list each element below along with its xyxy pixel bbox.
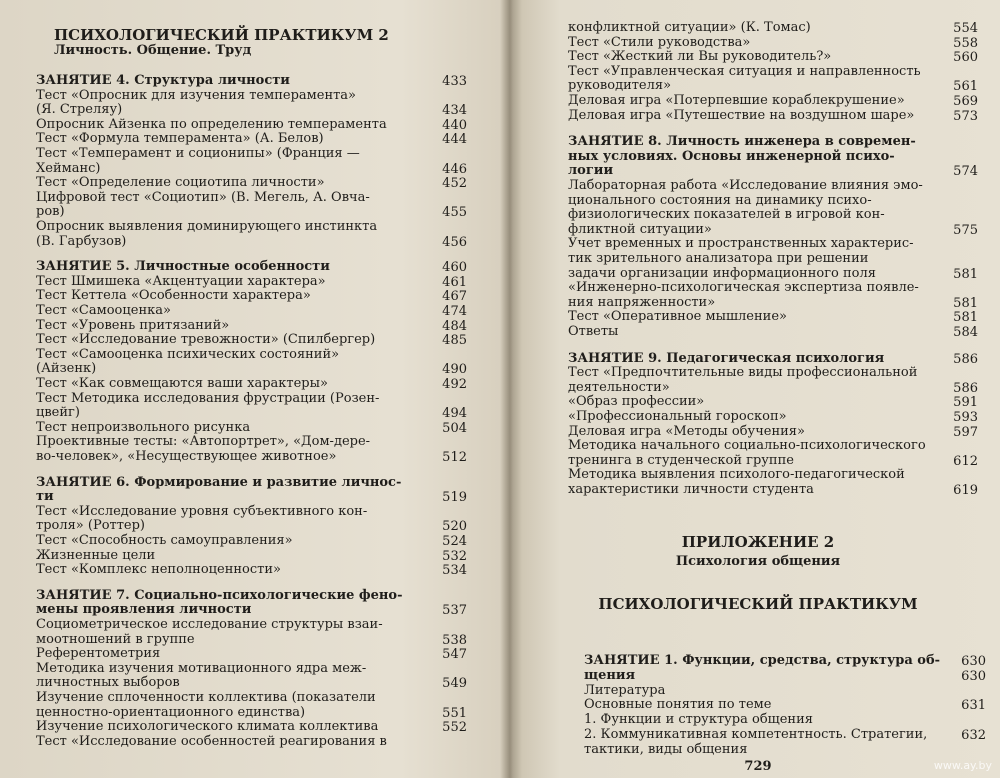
toc-entry: руководителя» [568, 78, 672, 94]
toc-page-number: 581 [953, 266, 978, 282]
toc-entry: Тест непроизвольного рисунка [36, 419, 251, 435]
toc-entry: фликтной ситуации» [568, 221, 712, 237]
toc-heading: ЗАНЯТИЕ 5. Личностные особенности [36, 259, 330, 275]
toc-page-number: 593 [953, 410, 978, 425]
toc-page-number: 581 [953, 295, 978, 311]
toc-entry: личностных выборов [36, 675, 180, 691]
toc-entry: Тест «Темперамент и соционипы» (Франция — [36, 146, 360, 161]
toc-heading: ЗАНЯТИЕ 7. Социально-психологические фено- [36, 587, 403, 603]
toc-page-number: 561 [953, 79, 978, 95]
toc-entry: Тест «Самооценка психических состояний» [36, 346, 340, 362]
toc-entry: Тест «Предпочтительные виды профессиональной [568, 365, 918, 381]
toc-entry: Тест Методика исследования фрустрации (Розен- [36, 390, 380, 406]
toc-entry: Основные понятия по теме [584, 697, 772, 713]
toc-entry: Тест «Исследование уровня субъективного кон- [36, 503, 368, 519]
watermark: www.ay.by [933, 759, 992, 772]
toc-page-number: 591 [953, 395, 978, 411]
toc-page-number: 456 [442, 234, 467, 250]
toc-entry: Тест «Самооценка» [36, 303, 171, 318]
toc-entry: Опросник выявления доминирующего инстинкта [36, 219, 378, 234]
toc-page-number: 630 [961, 668, 986, 684]
toc-page-number: 554 [953, 21, 978, 36]
toc-page-number: 581 [953, 310, 978, 326]
toc-page-number: 632 [961, 728, 986, 743]
toc-page-number: 485 [442, 333, 467, 349]
toc-page-number: 433 [442, 74, 467, 89]
toc-entry: тик зрительного анализатора при решении [568, 251, 869, 266]
toc-entry: «Профессиональный гороскоп» [568, 409, 787, 424]
toc-entry: тактики, виды общения [584, 741, 748, 757]
right-page [516, 0, 1000, 778]
toc-entry: Социометрическое исследование структуры взаи- [36, 617, 383, 632]
toc-page-number: 560 [953, 50, 978, 66]
toc-entry: (Айзенк) [36, 361, 97, 377]
toc-entry: Опросник Айзенка по определению темперамента [36, 116, 387, 132]
toc-entry: Методика начального социально-психологического [568, 438, 926, 454]
toc-page-number: 504 [442, 420, 467, 436]
toc-entry: Методика выявления психолого-педагогической [568, 467, 905, 483]
toc-entry: характеристики личности студента [568, 482, 814, 497]
toc-page-number: 537 [442, 603, 467, 619]
toc-entry: «Инженерно-психологическая экспертиза появле- [568, 280, 919, 296]
toc-entry: Тест «Способность самоуправления» [36, 533, 293, 548]
toc-page-number: 584 [953, 325, 978, 340]
toc-page-number: 551 [442, 705, 467, 721]
toc-page-number: 532 [442, 548, 467, 564]
toc-heading: ЗАНЯТИЕ 1. Функции, средства, структура об- [584, 653, 941, 668]
toc-page-number: 575 [953, 222, 978, 238]
toc-entry: задачи организации информационного поля [568, 265, 876, 281]
toc-page-number: 597 [953, 424, 978, 440]
practicum-heading: ПСИХОЛОГИЧЕСКИЙ ПРАКТИКУМ [598, 595, 918, 613]
toc-page-number: 446 [442, 161, 467, 177]
toc-page-number: 534 [442, 563, 467, 579]
toc-page-number: 573 [953, 108, 978, 124]
toc-entry: во-человек», «Несуществующее животное» [36, 449, 337, 464]
appendix-title: ПРИЛОЖЕНИЕ 2 [681, 533, 835, 551]
appendix-subtitle: Психология общения [675, 554, 841, 569]
toc-page-number: 461 [442, 274, 467, 290]
toc-heading: ных условиях. Основы инженерной психо- [568, 148, 895, 164]
toc-entry: 2. Коммуникативная компетентность. Стратегии, [584, 727, 928, 742]
page-number: 729 [744, 759, 772, 774]
toc-entry: Тест «Опросник для изучения темперамента» [36, 87, 357, 103]
toc-page-number: 460 [442, 260, 467, 276]
toc-entry: Ответы [568, 324, 619, 339]
toc-entry: «Образ профессии» [568, 394, 705, 410]
toc-page-number: 558 [953, 35, 978, 51]
toc-entry: ционального состояния на динамику психо- [568, 192, 872, 208]
toc-page-number: 484 [442, 318, 467, 334]
toc-page-number: 494 [442, 406, 467, 422]
toc-entry: цвейг) [36, 405, 80, 421]
toc-entry: Тест «Оперативное мышление» [568, 309, 787, 325]
practicum-subtitle: Личность. Общение. Труд [54, 43, 252, 58]
toc-entry: Тест «Формула темперамента» (А. Белов) [36, 131, 324, 147]
toc-page-number: 520 [442, 519, 467, 535]
toc-entry: физиологических показателей в игровой кон- [568, 207, 885, 223]
toc-page-number: 490 [442, 362, 467, 378]
toc-entry: Проективные тесты: «Автопортрет», «Дом-дере- [36, 434, 371, 450]
toc-entry: Тест «Как совмещаются ваши характеры» [36, 376, 328, 391]
toc-heading: ЗАНЯТИЕ 8. Личность инженера в современ- [568, 134, 916, 150]
toc-page-number: 440 [442, 117, 467, 133]
toc-page-number: 467 [442, 289, 467, 305]
toc-entry: Тест «Жесткий ли Вы руководитель?» [568, 49, 832, 65]
toc-page-number: 630 [961, 654, 986, 669]
toc-entry: Деловая игра «Методы обучения» [568, 423, 805, 439]
toc-page-number: 492 [442, 377, 467, 392]
toc-page-number: 586 [953, 380, 978, 396]
toc-page-number: 455 [442, 205, 467, 221]
toc-entry: Деловая игра «Потерпевшие кораблекрушение» [568, 93, 905, 108]
toc-page-number: 549 [442, 676, 467, 692]
toc-entry: ценностно-ориентационного единства) [36, 704, 306, 720]
toc-entry: Тест Шмишека «Акцентуации характера» [36, 273, 326, 289]
toc-page-number: 586 [953, 351, 978, 367]
toc-entry: (В. Гарбузов) [36, 233, 127, 249]
toc-heading: ЗАНЯТИЕ 4. Структура личности [36, 73, 290, 88]
toc-entry: Тест «Исследование тревожности» (Спилбергер) [36, 332, 376, 348]
toc-entry: Тест «Управленческая ситуация и направленность [568, 63, 921, 79]
toc-entry: Лабораторная работа «Исследование влияния эмо- [568, 178, 923, 193]
toc-page-number: 547 [442, 647, 467, 663]
toc-heading: ЗАНЯТИЕ 9. Педагогическая психология [568, 350, 885, 366]
toc-page-number: 474 [442, 304, 467, 319]
toc-entry: Методика изучения мотивационного ядра меж- [36, 660, 367, 676]
toc-entry: 1. Функции и структура общения [584, 712, 813, 728]
toc-entry: Тест «Исследование особенностей реагирования в [36, 733, 387, 749]
toc-entry: Тест Кеттела «Особенности характера» [36, 288, 311, 304]
toc-heading: мены проявления личности [36, 602, 252, 618]
toc-entry: Изучение сплоченности коллектива (показатели [36, 690, 376, 705]
toc-page-number: 619 [953, 483, 978, 498]
toc-entry: конфликтной ситуации» (К. Томас) [568, 20, 811, 35]
toc-entry: (Я. Стреляу) [36, 102, 123, 118]
toc-entry: Тест «Определение социотипа личности» [36, 175, 325, 191]
toc-entry: тренинга в студенческой группе [568, 452, 794, 468]
toc-page-number: 519 [442, 490, 467, 506]
toc-heading: ЗАНЯТИЕ 6. Формирование и развитие личнос- [36, 474, 402, 490]
toc-entry: Тест «Стили руководства» [568, 34, 751, 50]
toc-entry: Учет временных и пространственных характерис- [568, 236, 914, 252]
toc-page-number: 538 [442, 632, 467, 648]
toc-page-number: 569 [953, 94, 978, 109]
toc-entry: Деловая игра «Путешествие на воздушном шаре» [568, 107, 915, 123]
toc-entry: Тест «Комплекс неполноценности» [36, 562, 281, 578]
toc-heading: логии [568, 163, 614, 179]
toc-page-number: 524 [442, 534, 467, 549]
toc-page-number: 452 [442, 176, 467, 192]
toc-entry: Жизненные цели [36, 547, 156, 563]
toc-entry: Хейманс) [36, 160, 101, 176]
toc-page-number: 552 [442, 720, 467, 736]
toc-entry: моотношений в группе [36, 631, 195, 647]
toc-page-number: 631 [961, 698, 986, 714]
toc-entry: Цифровой тест «Социотип» (В. Мегель, А. Овча- [36, 189, 370, 205]
toc-entry: троля» (Роттер) [36, 518, 146, 534]
toc-entry: Тест «Уровень притязаний» [36, 317, 230, 333]
toc-page-number: 574 [953, 164, 978, 180]
toc-heading: ти [36, 489, 54, 505]
toc-page-number: 444 [442, 132, 467, 148]
toc-entry: Референтометрия [36, 646, 161, 662]
toc-entry: деятельности» [568, 379, 670, 395]
toc-entry: Литература [584, 682, 666, 698]
toc-page-number: 612 [953, 453, 978, 469]
toc-heading: щения [584, 667, 636, 683]
practicum-title: ПСИХОЛОГИЧЕСКИЙ ПРАКТИКУМ 2 [54, 26, 389, 44]
toc-page-number: 512 [442, 450, 467, 465]
toc-entry: ния напряженности» [568, 294, 716, 310]
toc-entry: ров) [36, 204, 65, 220]
toc-page-number: 434 [442, 103, 467, 119]
toc-entry: Изучение психологического климата коллектива [36, 719, 379, 735]
